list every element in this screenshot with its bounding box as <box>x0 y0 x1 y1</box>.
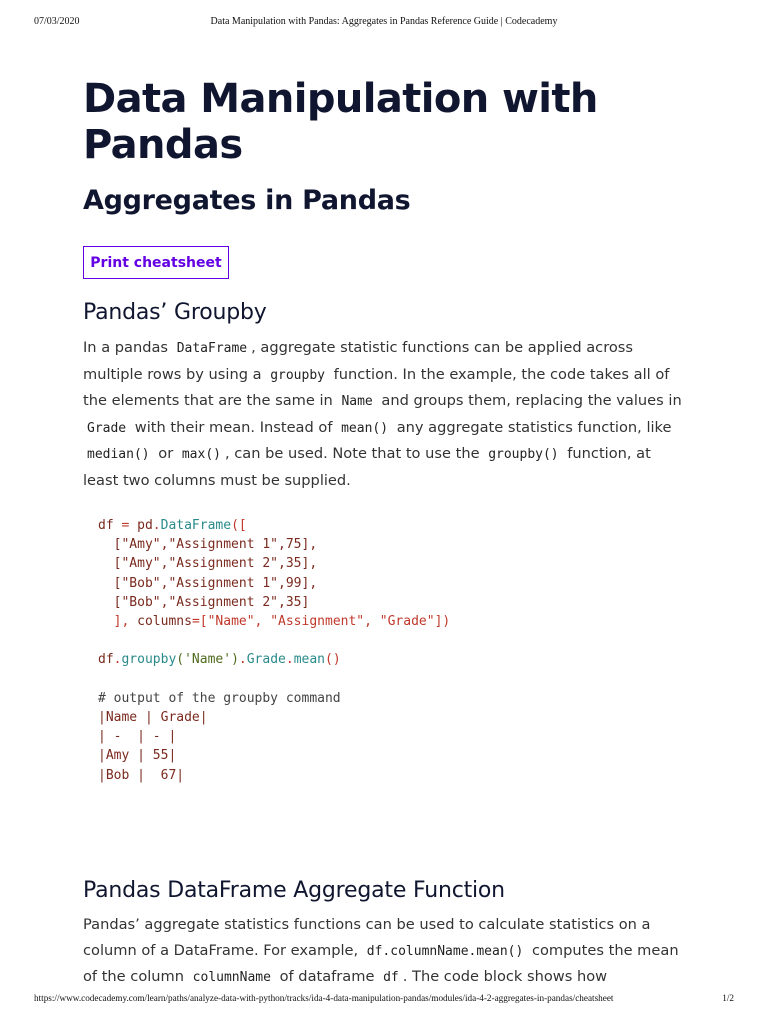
section-heading-groupby: Pandas’ Groupby <box>83 300 267 325</box>
groupby-code-block: df = pd.DataFrame([ ["Amy","Assignment 1",75], ["Amy","Assignment 2",35], ["Bob","Assignment 1",99], ["Bob","Assignment 2",35] ], columns=["Name", "Assignment", "Grade"]) df.groupby('Name').Grade.mean() # output of the groupby command |Name | Grade| | - | - | |Amy | 55| |Bob | 67| <box>98 518 451 783</box>
page-title-line1: Data Manipulation with <box>83 76 598 122</box>
page-title <box>83 76 598 168</box>
print-date: 07/03/2020 <box>34 16 80 27</box>
print-page-title: Data Manipulation with Pandas: Aggregates in Pandas Reference Guide | Codecademy <box>210 16 558 27</box>
section-heading-aggregate-function: Pandas DataFrame Aggregate Function <box>83 878 505 903</box>
print-cheatsheet-button[interactable]: Print cheatsheet <box>83 246 229 279</box>
print-page-number: 1/2 <box>722 993 734 1003</box>
aggregate-function-description: Pandas’ aggregate statistics functions can be used to calculate statistics on a column of a DataFrame. For example, df.columnName.mean() computes the mean of the column columnName of dataframe df . The code block shows how <box>83 916 679 986</box>
page-title-line2: Pandas <box>83 122 243 168</box>
print-url: https://www.codecademy.com/learn/paths/analyze-data-with-python/tracks/ida-4-data-manipulation-pandas/modules/ida-4-2-aggregates-in-pandas/cheatsheet <box>34 993 614 1003</box>
groupby-description: In a pandas DataFrame , aggregate statistic functions can be applied across multiple rows by using a groupby function. In the example, the code takes all of the elements that are the same in Name and groups them, replacing the values in Grade with their mean. Instead of mean() any aggregate statistics function, like median() or max() , can be used. Note that to use the groupby() function, at least two columns must be supplied. <box>83 339 682 489</box>
page-subtitle: Aggregates in Pandas <box>83 185 411 216</box>
